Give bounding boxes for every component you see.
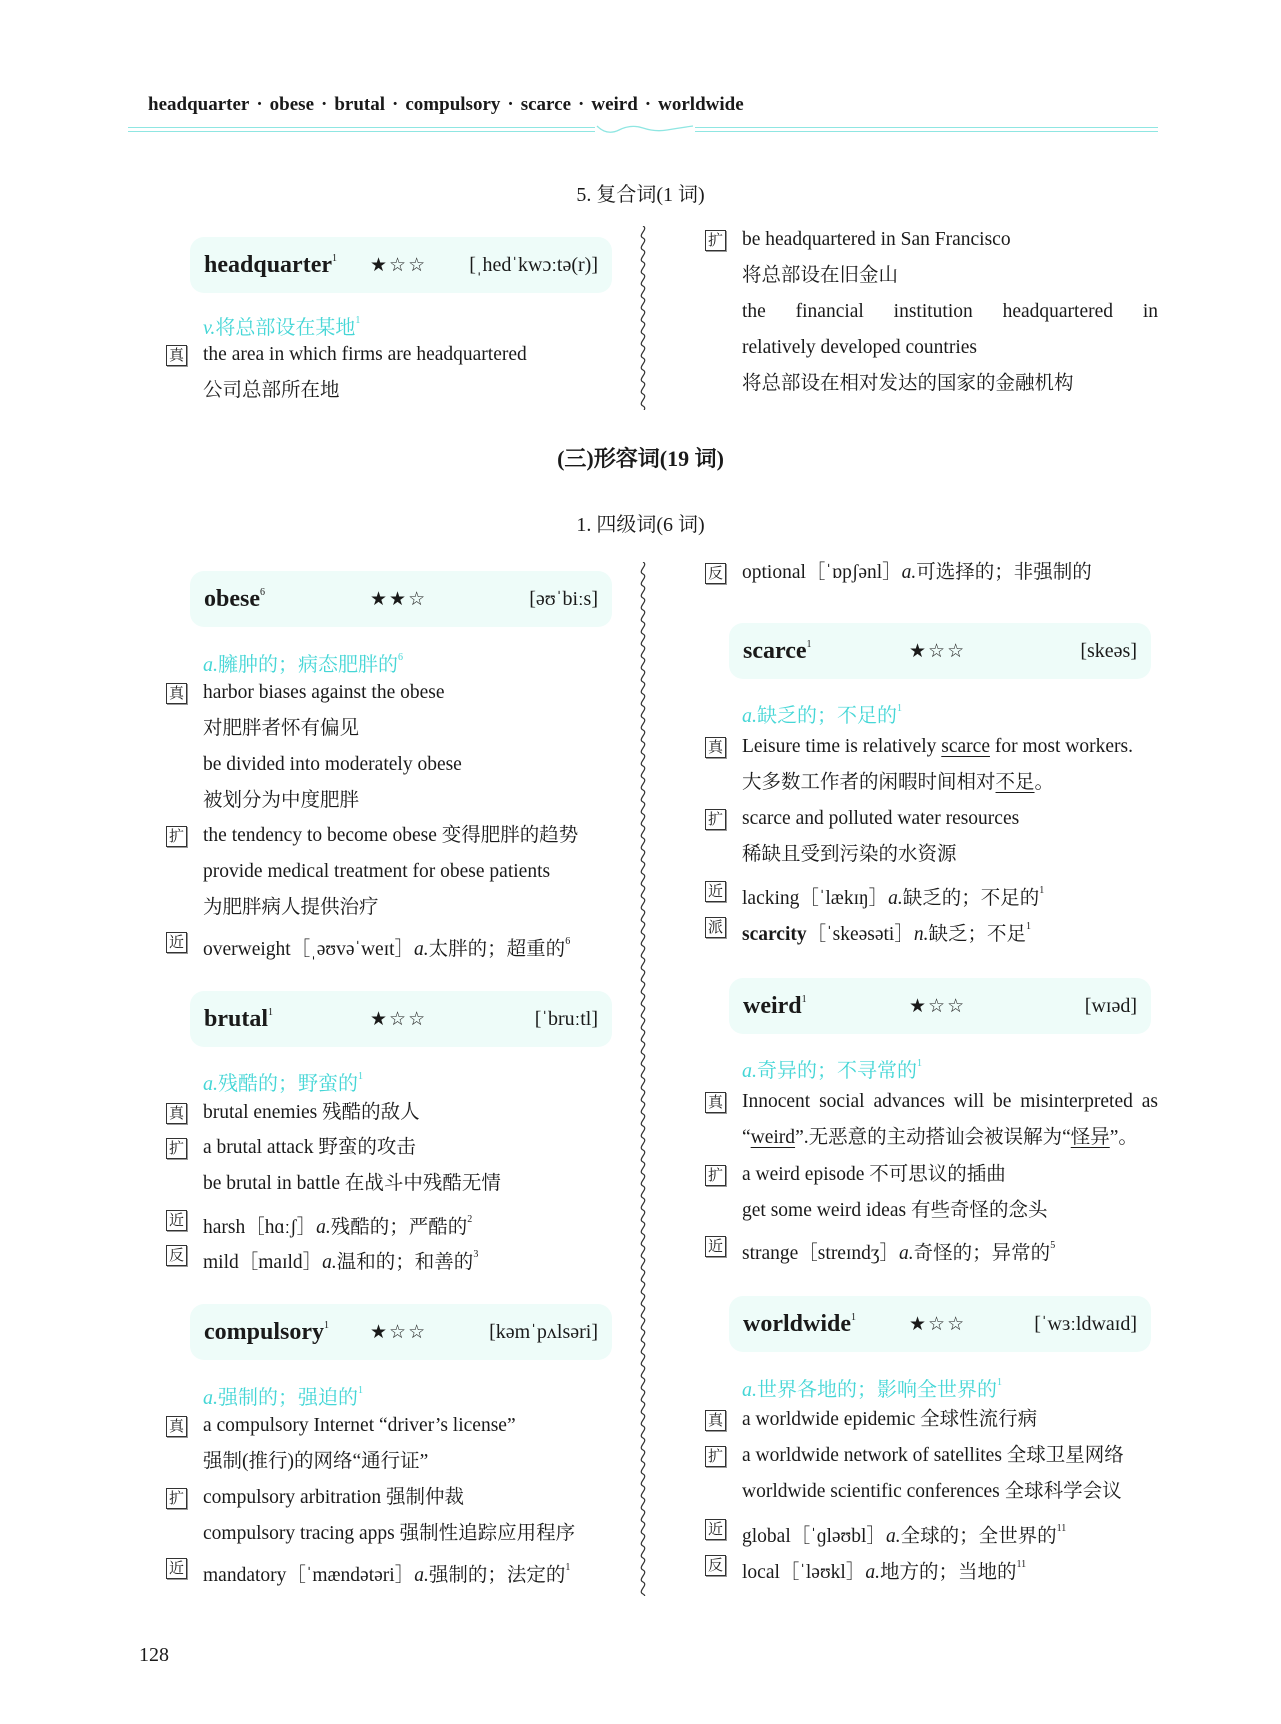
frequency-sup: 1	[332, 252, 337, 264]
star-empty-icon: ☆	[408, 1321, 428, 1343]
line-text: scarce	[941, 736, 990, 757]
star-empty-icon: ☆	[389, 254, 409, 276]
star-filled-icon: ★	[370, 254, 390, 276]
star-filled-icon: ★	[909, 640, 929, 662]
line-text: a.	[316, 1217, 331, 1238]
example-line	[203, 675, 623, 711]
section-heading-adjectives: (三)形容词(19 词)	[557, 446, 724, 471]
star-empty-icon: ☆	[947, 1313, 967, 1335]
definition	[742, 1365, 1002, 1401]
frequency-sup: 1	[1026, 921, 1031, 932]
definition-meaning: 缺乏的；不足的	[757, 705, 897, 727]
phonetic: [ˈbruːtl]	[534, 1007, 598, 1030]
example-group	[168, 675, 623, 819]
running-head-word: scarce	[520, 94, 572, 115]
line-text: a worldwide network of satellites 全球卫星网络	[742, 1445, 1124, 1466]
line-text: mild［maɪld］	[203, 1252, 323, 1273]
example-line	[742, 801, 1158, 837]
frequency-sup: 2	[467, 1214, 473, 1225]
synonym-tag: 近	[166, 932, 187, 953]
frequency-sup: 1	[897, 703, 902, 714]
example-group	[707, 873, 1158, 909]
headword-card	[190, 571, 612, 627]
headword-card	[729, 1296, 1151, 1352]
line-text: mandatory［ˈmændətəri］	[203, 1565, 415, 1586]
headword-text: scarce	[743, 637, 807, 664]
line-text: 残酷的；严酷的	[330, 1217, 468, 1238]
line-text: 温和的；和善的	[336, 1252, 474, 1273]
synonym-tag: 近	[166, 1210, 187, 1231]
headword	[743, 638, 909, 665]
line-text: a.	[865, 1562, 880, 1583]
part-of-speech: a.	[742, 1379, 757, 1401]
line-text: be headquartered in San Francisco	[742, 229, 1011, 250]
line-text: optional［ˈɒpʃənl］	[742, 562, 902, 583]
line-text: 对肥胖者怀有偏见	[203, 718, 360, 739]
example-group	[707, 1547, 1158, 1583]
example-group	[707, 1511, 1158, 1547]
exam-example-tag: 真	[705, 1092, 726, 1113]
example-line	[742, 837, 1158, 873]
star-rating	[370, 1321, 427, 1344]
example-line	[742, 729, 1158, 765]
example-line	[742, 366, 1158, 402]
line-text: local［ˈləʊkl］	[742, 1562, 866, 1583]
headword	[204, 252, 370, 279]
example-group	[707, 1438, 1158, 1510]
frequency-sup: 1	[355, 315, 361, 326]
line-text: ”。	[1109, 1127, 1138, 1148]
example-group	[707, 801, 1158, 873]
headword-text: headquarter	[204, 251, 332, 278]
example-line	[203, 818, 623, 854]
part-of-speech: a.	[203, 654, 218, 676]
star-rating	[370, 254, 427, 277]
example-group	[168, 1408, 623, 1480]
frequency-sup: 1	[358, 1385, 363, 1396]
line-text: provide medical treatment for obese patients	[203, 861, 551, 882]
extension-tag: 扩	[166, 1138, 187, 1159]
line-text: worldwide scientific conferences 全球科学会议	[742, 1481, 1122, 1502]
line-text: a.	[885, 1526, 901, 1547]
line-text: strange［streɪndʒ］	[742, 1243, 900, 1264]
phonetic: [əʊˈbiːs]	[529, 587, 598, 610]
running-head-word: headquarter	[148, 94, 250, 115]
separator: ·	[644, 94, 652, 115]
line-text: the financial institution headquartered in	[742, 301, 1158, 322]
line-text: a.	[322, 1252, 337, 1273]
headword	[204, 1006, 370, 1033]
line-text: 不足	[995, 772, 1035, 793]
example-group	[168, 1480, 623, 1552]
line-text: ［ˈskeəsəti］	[806, 924, 914, 945]
line-text: 公司总部所在地	[203, 380, 340, 401]
line-text: a worldwide epidemic 全球性流行病	[742, 1409, 1038, 1430]
exam-example-tag: 真	[705, 1410, 726, 1431]
phonetic: [wɪəd]	[1084, 994, 1137, 1017]
example-group	[707, 1157, 1158, 1229]
line-text: a.	[899, 1243, 914, 1264]
example-group	[168, 1130, 623, 1202]
frequency-sup: 6	[260, 586, 265, 598]
example-line	[203, 1237, 623, 1273]
line-text: 大多数工作者的闲暇时间相对	[742, 772, 996, 793]
example-line	[742, 258, 1158, 294]
line-text: 被划分为中度肥胖	[203, 790, 360, 811]
example-line	[203, 854, 623, 890]
example-line	[742, 1193, 1158, 1229]
part-of-speech: a.	[203, 1073, 218, 1095]
line-text: scarce and polluted water resources	[742, 808, 1020, 829]
example-line	[203, 1202, 623, 1238]
example-line	[203, 747, 623, 783]
definition-meaning: 将总部设在某地	[215, 317, 356, 339]
running-head	[148, 94, 744, 116]
line-text: a compulsory Internet “driver’s license”	[203, 1415, 516, 1436]
line-text: brutal enemies 残酷的敌人	[203, 1102, 420, 1123]
line-text: 。	[1034, 772, 1055, 793]
synonym-tag: 近	[705, 1236, 726, 1257]
part-of-speech: v.	[203, 317, 216, 339]
definition-meaning: 强制的；强迫的	[218, 1387, 358, 1409]
star-empty-icon: ☆	[389, 1321, 409, 1343]
example-group	[168, 1202, 623, 1238]
derivative-tag: 派	[705, 917, 726, 938]
running-head-word: brutal	[334, 94, 386, 115]
frequency-sup: 11	[1016, 1559, 1027, 1570]
line-text: “	[742, 1127, 751, 1148]
line-text: be brutal in battle 在战斗中残酷无情	[203, 1173, 501, 1194]
example-line	[203, 373, 623, 409]
frequency-sup: 1	[565, 1562, 571, 1573]
example-line	[742, 1402, 1158, 1438]
line-text: 将总部设在旧金山	[742, 265, 899, 286]
frequency-sup: 6	[398, 652, 403, 663]
example-group	[707, 1402, 1158, 1438]
example-line	[203, 1444, 623, 1480]
headword-card	[729, 623, 1151, 679]
line-text: be divided into moderately obese	[203, 754, 462, 775]
line-text: 稀缺且受到污染的水资源	[742, 844, 957, 865]
example-group	[168, 818, 623, 926]
example-group	[168, 1095, 623, 1131]
star-rating	[370, 1008, 427, 1031]
example-line	[203, 890, 623, 926]
frequency-sup: 1	[268, 1006, 274, 1018]
frequency-sup: 6	[565, 936, 571, 947]
line-text: ”.无恶意的主动搭讪会被误解为“	[795, 1127, 1071, 1148]
exam-example-tag: 真	[166, 345, 187, 366]
definition-meaning: 残酷的；野蛮的	[218, 1073, 358, 1095]
star-empty-icon: ☆	[947, 995, 967, 1017]
frequency-sup: 1	[358, 1071, 363, 1082]
example-line	[742, 1228, 1158, 1264]
definition-meaning: 世界各地的；影响全世界的	[757, 1379, 997, 1401]
line-text: a.	[414, 939, 429, 960]
line-text: 奇怪的；异常的	[913, 1243, 1051, 1264]
frequency-sup: 1	[851, 1311, 856, 1323]
line-text: 地方的；当地的	[879, 1562, 1017, 1583]
definition	[203, 303, 360, 339]
example-line	[203, 924, 623, 960]
part-of-speech: a.	[742, 705, 757, 727]
part-of-speech: a.	[742, 1060, 757, 1082]
section-heading-compound: 5. 复合词(1 词)	[576, 184, 705, 206]
running-head-word: worldwide	[658, 94, 744, 115]
line-text: 怪异	[1070, 1127, 1110, 1148]
example-group	[168, 1237, 623, 1273]
example-line	[742, 873, 1158, 909]
part-of-speech: a.	[203, 1387, 218, 1409]
headword	[204, 586, 370, 613]
definition-meaning: 奇异的；不寻常的	[757, 1060, 917, 1082]
headword-card	[729, 978, 1151, 1034]
star-filled-icon: ★	[909, 995, 929, 1017]
line-text: a brutal attack 野蛮的攻击	[203, 1137, 416, 1158]
exam-example-tag: 真	[166, 1103, 187, 1124]
separator: ·	[321, 94, 328, 115]
star-filled-icon: ★	[370, 1321, 390, 1343]
example-group	[707, 1084, 1158, 1156]
header-ornament	[595, 122, 695, 138]
extension-tag: 扩	[705, 230, 726, 251]
frequency-sup: 1	[324, 1319, 329, 1331]
exam-example-tag: 真	[166, 683, 187, 704]
section-heading-cet4: 1. 四级词(6 词)	[576, 514, 705, 536]
example-group	[707, 1228, 1158, 1264]
headword-text: worldwide	[743, 1310, 851, 1337]
line-text: 将总部设在相对发达的国家的金融机构	[742, 373, 1074, 394]
headword-card	[190, 991, 612, 1047]
star-empty-icon: ☆	[928, 640, 948, 662]
running-head-word: obese	[269, 94, 314, 115]
antonym-tag: 反	[166, 1245, 187, 1266]
example-line	[742, 555, 1158, 591]
example-line	[203, 711, 623, 747]
star-empty-icon: ☆	[408, 1008, 428, 1030]
star-empty-icon: ☆	[408, 588, 428, 610]
phonetic: [kəmˈpʌlsəri]	[489, 1320, 598, 1343]
exam-example-tag: 真	[705, 737, 726, 758]
line-text: a.	[888, 888, 903, 909]
separator: ·	[392, 94, 399, 115]
line-text: Innocent social advances will be misinterpreted as	[742, 1091, 1158, 1112]
example-group	[707, 909, 1158, 945]
star-empty-icon: ☆	[928, 1313, 948, 1335]
star-empty-icon: ☆	[928, 995, 948, 1017]
example-group	[168, 924, 623, 960]
star-rating	[909, 995, 966, 1018]
antonym-tag: 反	[705, 1555, 726, 1576]
exam-example-tag: 真	[166, 1416, 187, 1437]
example-group	[168, 337, 623, 409]
phonetic: [ˈwɜːldwaɪd]	[1034, 1312, 1137, 1335]
headword-card	[190, 1304, 612, 1360]
example-line	[203, 1166, 623, 1202]
separator: ·	[578, 94, 585, 115]
example-group	[168, 1550, 623, 1586]
example-line	[203, 337, 623, 373]
example-line	[742, 1438, 1158, 1474]
headword-text: obese	[204, 585, 260, 612]
example-line	[203, 1550, 623, 1586]
example-line	[203, 1480, 623, 1516]
line-text: 为肥胖病人提供治疗	[203, 897, 379, 918]
frequency-sup: 3	[473, 1249, 479, 1260]
headword	[204, 1319, 370, 1346]
line-text: lacking［ˈlækɪŋ］	[742, 888, 889, 909]
running-head-word: weird	[591, 94, 638, 115]
star-empty-icon: ☆	[947, 640, 967, 662]
line-text: Leisure time is relatively	[742, 736, 942, 757]
star-empty-icon: ☆	[408, 254, 428, 276]
extension-tag: 扩	[166, 1488, 187, 1509]
running-head-word: compulsory	[405, 94, 501, 115]
phonetic: [skeəs]	[1080, 639, 1137, 662]
frequency-sup: 5	[1050, 1240, 1056, 1251]
definition	[742, 1046, 922, 1082]
star-filled-icon: ★	[370, 588, 390, 610]
line-text: 缺乏；不足	[928, 924, 1026, 945]
line-text: scarcity	[742, 924, 807, 945]
example-line	[742, 1120, 1158, 1156]
star-rating	[909, 1313, 966, 1336]
headword-text: weird	[743, 992, 802, 1019]
line-text: a weird episode 不可思议的插曲	[742, 1164, 1006, 1185]
star-rating	[909, 640, 966, 663]
example-line	[203, 1130, 623, 1166]
separator: ·	[256, 94, 263, 115]
example-line	[742, 1157, 1158, 1193]
frequency-sup: 1	[917, 1058, 922, 1069]
definition	[203, 1373, 363, 1409]
line-text: relatively developed countries	[742, 337, 977, 358]
line-text: a.	[901, 562, 917, 583]
line-text: a.	[414, 1565, 429, 1586]
example-line	[742, 1547, 1158, 1583]
antonym-tag: 反	[705, 563, 726, 584]
extension-tag: 扩	[705, 1446, 726, 1467]
extension-tag: 扩	[166, 826, 187, 847]
extension-tag: 扩	[705, 1165, 726, 1186]
definition	[203, 1059, 363, 1095]
column-divider	[634, 226, 652, 410]
line-text: the area in which firms are headquartered	[203, 344, 527, 365]
line-text: harbor biases against the obese	[203, 682, 445, 703]
separator: ·	[507, 94, 514, 115]
example-group	[707, 555, 1158, 591]
line-text: 可选择的；非强制的	[916, 562, 1092, 583]
example-group	[707, 222, 1158, 402]
headword	[743, 1311, 909, 1338]
example-line	[203, 1516, 623, 1552]
synonym-tag: 近	[705, 881, 726, 902]
definition	[742, 691, 902, 727]
headword-text: compulsory	[204, 1318, 324, 1345]
column-divider	[634, 562, 652, 1596]
synonym-tag: 近	[705, 1519, 726, 1540]
star-rating	[370, 588, 427, 611]
example-line	[742, 909, 1158, 945]
definition	[203, 640, 403, 676]
example-line	[742, 1511, 1158, 1547]
star-empty-icon: ☆	[389, 1008, 409, 1030]
frequency-sup: 1	[1039, 885, 1045, 896]
headword-card	[190, 237, 612, 293]
frequency-sup: 1	[997, 1377, 1002, 1388]
line-text: 强制(推行)的网络“通行证”	[203, 1451, 429, 1472]
example-line	[742, 765, 1158, 801]
line-text: overweight［ˌəʊvəˈweɪt］	[203, 939, 415, 960]
example-line	[742, 1474, 1158, 1510]
example-line	[203, 1095, 623, 1131]
star-filled-icon: ★	[370, 1008, 390, 1030]
line-text: 缺乏的；不足的	[902, 888, 1040, 909]
frequency-sup: 1	[806, 638, 812, 650]
frequency-sup: 11	[1056, 1523, 1067, 1534]
frequency-sup: 1	[801, 993, 807, 1005]
example-group	[707, 729, 1158, 801]
example-line	[742, 1084, 1158, 1120]
example-line	[742, 222, 1158, 258]
line-text: 强制的；法定的	[428, 1565, 566, 1586]
phonetic: [ˌhedˈkwɔːtə(r)]	[469, 253, 598, 276]
example-line	[203, 783, 623, 819]
headword-text: brutal	[204, 1005, 269, 1032]
line-text: compulsory arbitration 强制仲裁	[203, 1487, 465, 1508]
extension-tag: 扩	[705, 809, 726, 830]
star-filled-icon: ★	[389, 588, 409, 610]
definition-meaning: 臃肿的；病态肥胖的	[218, 654, 398, 676]
line-text: weird	[750, 1127, 796, 1148]
line-text: harsh［hɑːʃ］	[203, 1217, 317, 1238]
example-line	[742, 330, 1158, 366]
line-text: global［ˈɡləʊbl］	[742, 1526, 886, 1547]
line-text: compulsory tracing apps 强制性追踪应用程序	[203, 1523, 576, 1544]
example-line	[203, 1408, 623, 1444]
line-text: the tendency to become obese 变得肥胖的趋势	[203, 825, 579, 846]
line-text: 全球的；全世界的	[900, 1526, 1057, 1547]
example-line	[742, 294, 1158, 330]
line-text: n.	[913, 924, 929, 945]
line-text: get some weird ideas 有些奇怪的念头	[742, 1200, 1048, 1221]
line-text: for most workers.	[989, 736, 1133, 757]
headword	[743, 993, 909, 1020]
line-text: 太胖的；超重的	[428, 939, 566, 960]
page-number: 128	[139, 1644, 169, 1666]
synonym-tag: 近	[166, 1558, 187, 1579]
star-filled-icon: ★	[909, 1313, 929, 1335]
